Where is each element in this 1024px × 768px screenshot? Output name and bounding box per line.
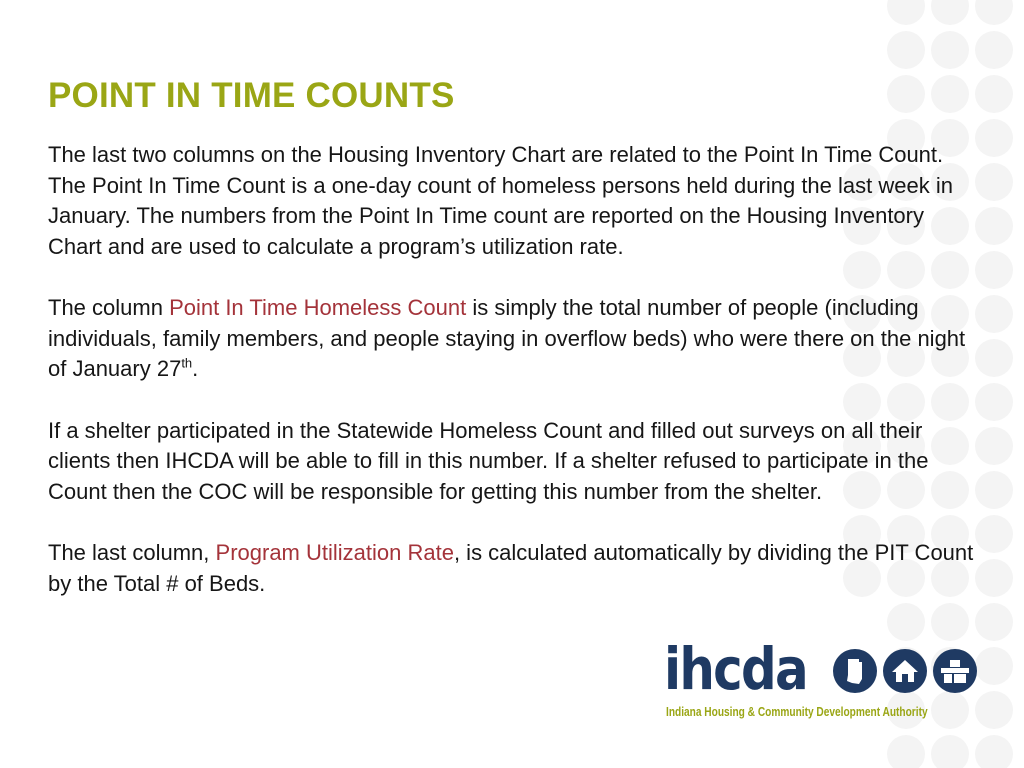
- paragraph-text: is simply the total number of people (including individuals, family members, and people staying in overflow beds) who were there on the night of January 27: [48, 295, 966, 381]
- logo-tagline: Indiana Housing & Community Development Authority: [666, 704, 928, 719]
- paragraph-hic-intro: The last two columns on the Housing Inventory Chart are related to the Point In Time Count. The Point In Time Count is a one-day count of homeless persons held during the last week in January. The numbers from the Point In Time count are reported on the Housing Inventory Chart and are used to calculate a program’s utilization rate.: [48, 142, 953, 259]
- highlight-program-utilization-rate: Program Utilization Rate: [215, 540, 454, 565]
- decorative-dot: [975, 163, 1013, 201]
- decorative-dot: [887, 735, 925, 768]
- decorative-dot: [887, 0, 925, 25]
- decorative-dot: [975, 471, 1013, 509]
- highlight-pit-homeless-count: Point In Time Homeless Count: [169, 295, 467, 320]
- paragraph-pit-column: [48, 293, 978, 385]
- decorative-dot: [975, 559, 1013, 597]
- paragraph-text: The column: [48, 295, 170, 320]
- paragraph-text: The last column,: [48, 540, 216, 565]
- decorative-dot: [975, 427, 1013, 465]
- decorative-dot: [887, 31, 925, 69]
- decorative-dot: [975, 295, 1013, 333]
- decorative-dot: [931, 735, 969, 768]
- indiana-state-icon: [833, 649, 877, 693]
- decorative-dot: [975, 119, 1013, 157]
- logo-wordmark: ihcda: [664, 635, 807, 703]
- decorative-dot: [975, 251, 1013, 289]
- decorative-dot: [975, 207, 1013, 245]
- decorative-dot: [975, 75, 1013, 113]
- slide-body: [48, 140, 978, 630]
- paragraph-text: , is calculated automatically by dividing the PIT Count by the Total # of Beds.: [48, 540, 974, 596]
- community-icon: [933, 649, 977, 693]
- decorative-dot: [931, 31, 969, 69]
- decorative-dot: [975, 31, 1013, 69]
- ihcda-logo: [664, 636, 984, 726]
- decorative-dot: [975, 0, 1013, 25]
- paragraph-text: .: [192, 356, 199, 381]
- decorative-dot: [975, 515, 1013, 553]
- slide-title: POINT IN TIME COUNTS: [48, 76, 455, 115]
- paragraph-utilization-rate: [48, 538, 978, 599]
- decorative-dot: [887, 75, 925, 113]
- decorative-dot: [975, 383, 1013, 421]
- ordinal-superscript: th: [181, 355, 193, 371]
- decorative-dot: [931, 75, 969, 113]
- logo-icons: [832, 648, 978, 694]
- decorative-dot: [975, 735, 1013, 768]
- decorative-dot: [931, 0, 969, 25]
- paragraph-shelter-participation: If a shelter participated in the Statewide Homeless Count and filled out surveys on all their clients then IHCDA will be able to fill in this number. If a shelter refused to participate in the Count then the COC will be responsible for getting this number from the shelter.: [48, 417, 929, 504]
- decorative-dot: [975, 339, 1013, 377]
- house-icon: [883, 649, 927, 693]
